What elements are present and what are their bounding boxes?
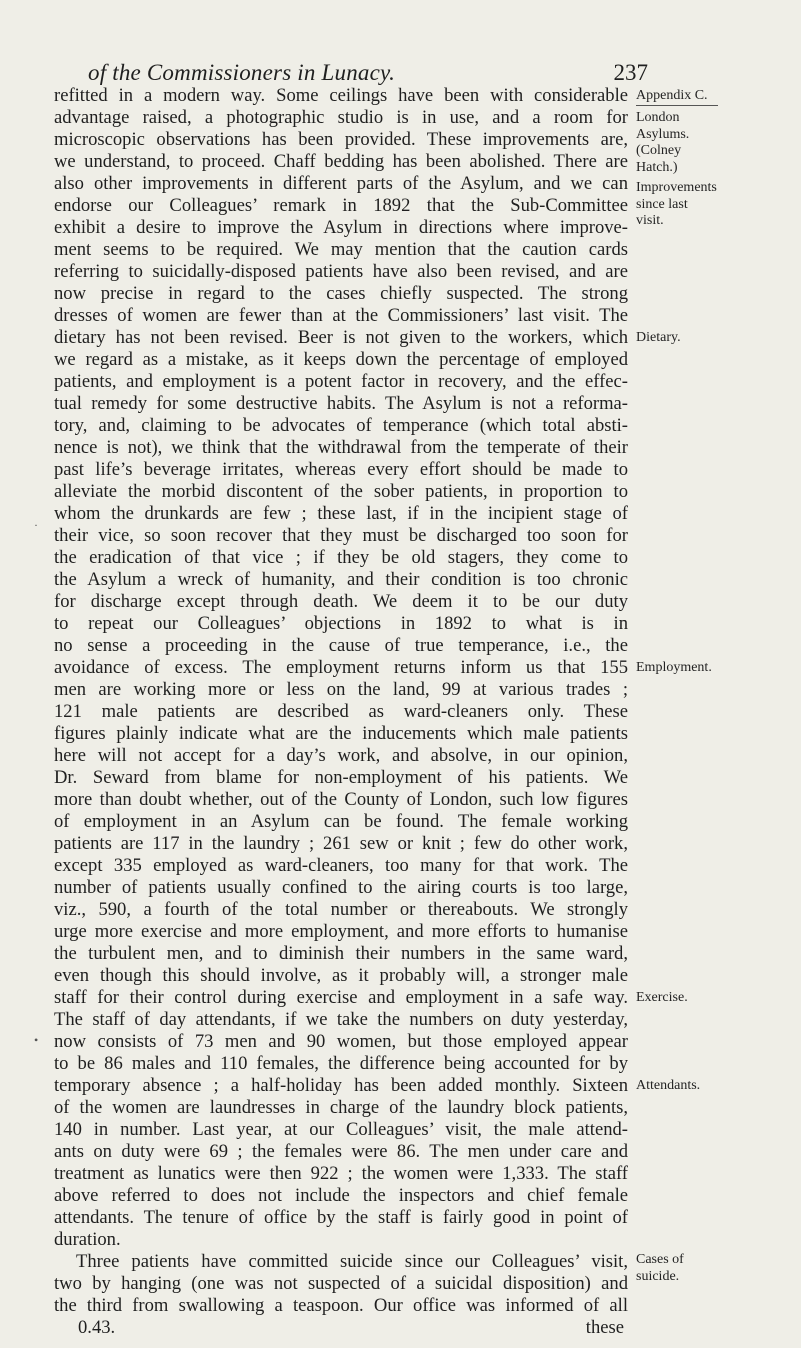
body-line: of employment in an Asylum can be found. The female working [54,811,628,832]
body-line: viz., 590, a fourth of the total number or thereabouts. We strongly [54,899,628,920]
body-line: now consists of 73 men and 90 women, but those employed appear [54,1031,628,1052]
body-line: avoidance of excess. The employment returns inform us that 155 [54,657,628,678]
body-line: we understand, to proceed. Chaff bedding has been abolished. There are [54,151,628,172]
body-line: their vice, so soon recover that they must be discharged too soon for [54,525,628,546]
body-line: Dr. Seward from blame for non-employment of his patients. We [54,767,628,788]
body-line: patients, and employment is a potent factor in recovery, and the effec- [54,371,628,392]
page-header [88,60,648,88]
body-line: no sense a proceeding in the cause of true temperance, i.e., the [54,635,628,656]
body-line: dietary has not been revised. Beer is not given to the workers, which [54,327,628,348]
body-line: tual remedy for some destructive habits. The Asylum is not a reforma- [54,393,628,414]
body-line: whom the drunkards are few ; these last, if in the incipient stage of [54,503,628,524]
body-line: the third from swallowing a teaspoon. Our office was informed of all [54,1295,628,1316]
body-line: figures plainly indicate what are the inducements which male patients [54,723,628,744]
body-line: except 335 employed as ward-cleaners, too many for that work. The [54,855,628,876]
body-line: nence is not), we think that the withdrawal from the temperate of their [54,437,628,458]
body-line: also other improvements in different parts of the Asylum, and we can [54,173,628,194]
body-line: past life’s beverage irritates, whereas every effort should be made to [54,459,628,480]
margin-note-improvements: Improvements since last visit. [636,180,717,228]
margin-note-employment: Employment. [636,660,712,675]
body-line: two by hanging (one was not suspected of a suicidal disposition) and [54,1273,628,1294]
body-line: temporary absence ; a half-holiday has been added monthly. Sixteen [54,1075,628,1096]
body-text [54,85,628,1339]
body-line: the eradication of that vice ; if they be old stagers, they come to [54,547,628,568]
body-line: more than doubt whether, out of the County of London, such low figures [54,789,628,810]
body-line: the turbulent men, and to diminish their numbers in the same ward, [54,943,628,964]
body-line: ment seems to be required. We may mention that the caution cards [54,239,628,260]
body-line: ants on duty were 69 ; the females were 86. The men under care and [54,1141,628,1162]
bottom-number: 0.43. [78,1317,116,1338]
margin-note-appendix: Appendix C. [636,88,708,103]
body-line: 140 in number. Last year, at our Colleagues’ visit, the male attend- [54,1119,628,1140]
print-mark: • [34,1033,39,1047]
margin-note-dietary: Dietary. [636,330,681,345]
page-number: 237 [613,60,648,85]
body-line: even though this should involve, as it probably will, a stronger male [54,965,628,986]
body-line: patients are 117 in the laundry ; 261 sew or knit ; few do other work, [54,833,628,854]
body-line: men are working more or less on the land, 99 at various trades ; [54,679,628,700]
body-line: we regard as a mistake, as it keeps down the percentage of employed [54,349,628,370]
body-line: dresses of women are fewer than at the Commissioners’ last visit. The [54,305,628,326]
body-line: advantage raised, a photographic studio is in use, and a room for [54,107,628,128]
body-line: to be 86 males and 110 females, the difference being accounted for by [54,1053,628,1074]
body-line: tory, and, claiming to be advocates of temperance (which total absti- [54,415,628,436]
body-line: 121 male patients are described as ward-cleaners only. These [54,701,628,722]
body-line: urge more exercise and more employment, and more efforts to humanise [54,921,628,942]
body-line: above referred to does not include the inspectors and chief female [54,1185,628,1206]
body-line: staff for their control during exercise and employment in a safe way. [54,987,628,1008]
body-line: alleviate the morbid discontent of the sober patients, in proportion to [54,481,628,502]
margin-note-london: London Asylums. (Colney Hatch.) [636,110,690,175]
body-line: here will not accept for a day’s work, and absolve, in our opinion, [54,745,628,766]
body-line: to repeat our Colleagues’ objections in 1892 to what is in [54,613,628,634]
body-line: duration. [54,1229,121,1250]
bottom-line [54,1317,628,1339]
body-line: now precise in regard to the cases chiefly suspected. The strong [54,283,628,304]
body-line: The staff of day attendants, if we take the numbers on duty yesterday, [54,1009,628,1030]
margin-note-attendants: Attendants. [636,1078,701,1093]
body-line: microscopic observations has been provided. These improvements are, [54,129,628,150]
catchword: these [585,1317,624,1338]
body-line: treatment as lunatics were then 922 ; the women were 1,333. The staff [54,1163,628,1184]
body-line: refitted in a modern way. Some ceilings have been with considerable [54,85,628,106]
body-line: attendants. The tenure of office by the staff is fairly good in point of [54,1207,628,1228]
margin-note-cases: Cases of suicide. [636,1252,684,1284]
body-line: of the women are laundresses in charge of the laundry block patients, [54,1097,628,1118]
body-line: Three patients have committed suicide since our Colleagues’ visit, [76,1251,628,1272]
print-mark: · [34,518,38,532]
body-line: the Asylum a wreck of humanity, and their condition is too chronic [54,569,628,590]
body-line: exhibit a desire to improve the Asylum in directions where improve- [54,217,628,238]
body-line: number of patients usually confined to the airing courts is too large, [54,877,628,898]
body-line: referring to suicidally-disposed patients have also been revised, and are [54,261,628,282]
margin-note-exercise: Exercise. [636,990,688,1005]
body-line: for discharge except through death. We deem it to be our duty [54,591,628,612]
running-title: of the Commissioners in Lunacy. [88,60,396,85]
body-line: endorse our Colleagues’ remark in 1892 that the Sub-Committee [54,195,628,216]
margin-rule [636,105,718,106]
